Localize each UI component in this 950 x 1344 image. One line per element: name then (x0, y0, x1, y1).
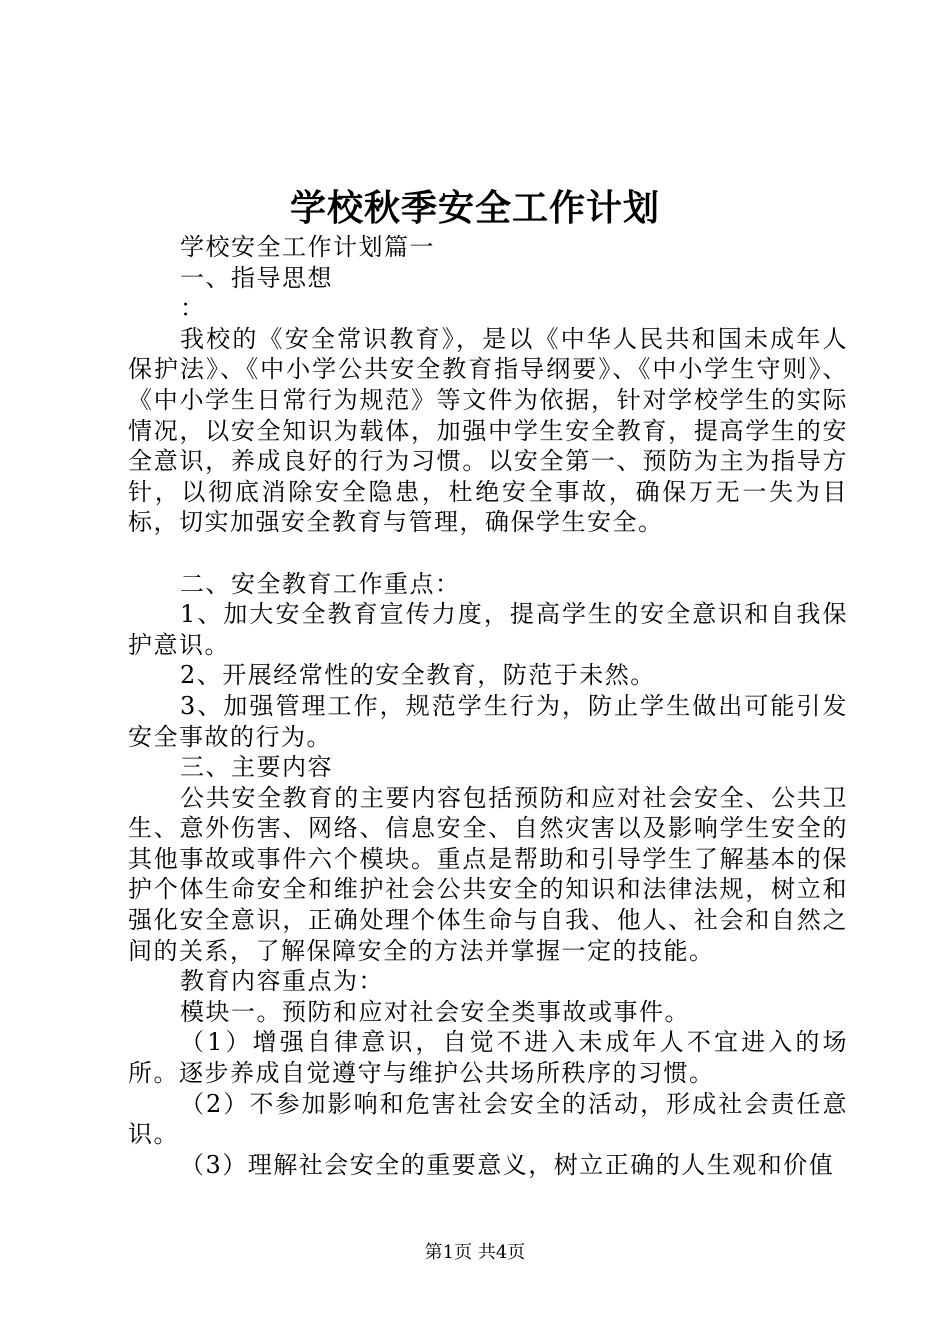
blank-line (128, 538, 848, 569)
module-one-item-3: （3）理解社会安全的重要意义，树立正确的人生观和价值 (180, 1150, 835, 1179)
paragraph-focus-heading: 教育内容重点为： (180, 967, 384, 996)
list-item-2: 2、开展经常性的安全教育，防范于未然。 (180, 661, 656, 690)
document-body (128, 232, 848, 1180)
section-heading-main-content: 三、主要内容 (180, 753, 333, 782)
module-one-item-1: （1）增强自律意识，自觉不进入未成年人不宜进入的场所。逐步养成自觉遵守与维护公共场所秩序的习惯。 (128, 1028, 848, 1088)
module-one-item-2: （2）不参加影响和危害社会安全的活动，形成社会责任意识。 (128, 1089, 848, 1149)
document-title: 学校秋季安全工作计划 (289, 187, 660, 229)
list-item-1: 1、加大安全教育宣传力度，提高学生的安全意识和自我保护意识。 (128, 600, 848, 659)
module-one-heading: 模块一。预防和应对社会安全类事故或事件。 (180, 997, 690, 1026)
section-heading-key-points: 二、安全教育工作重点： (180, 569, 461, 598)
colon-line: ： (180, 294, 206, 323)
list-item-3: 3、加强管理工作，规范学生行为，防止学生做出可能引发安全事故的行为。 (128, 691, 848, 751)
section-heading-guiding-thought: 一、指导思想 (180, 263, 333, 292)
paragraph-main-content: 公共安全教育的主要内容包括预防和应对社会安全、公共卫生、意外伤害、网络、信息安全、自然灾害以及影响学生安全的其他事故或事件六个模块。重点是帮助和引导学生了解基本的保护个体生命安全和维护社会公共安全的知识和法律法规，树立和强化安全意识，正确处理个体生命与自我、他人、社会和自然之间的关系，了解保障安全的方法并掌握一定的技能。 (128, 783, 848, 965)
page-number-footer: 第1页 共4页 (424, 1242, 526, 1263)
paragraph-intro: 我校的《安全常识教育》，是以《中华人民共和国未成年人保护法》、《中小学公共安全教育指导纲要》、《中小学生守则》、《中小学生日常行为规范》等文件为依据，针对学校学生的实际情况，以安全知识为载体，加强中学生安全教育，提高学生的安全意识，养成良好的行为习惯。以安全第一、预防为主为指导方针，以彻底消除安全隐患，杜绝安全事故，确保万无一失为目标，切实加强安全教育与管理，确保学生安全。 (128, 324, 848, 537)
section-subtitle: 学校安全工作计划篇一 (180, 233, 435, 261)
